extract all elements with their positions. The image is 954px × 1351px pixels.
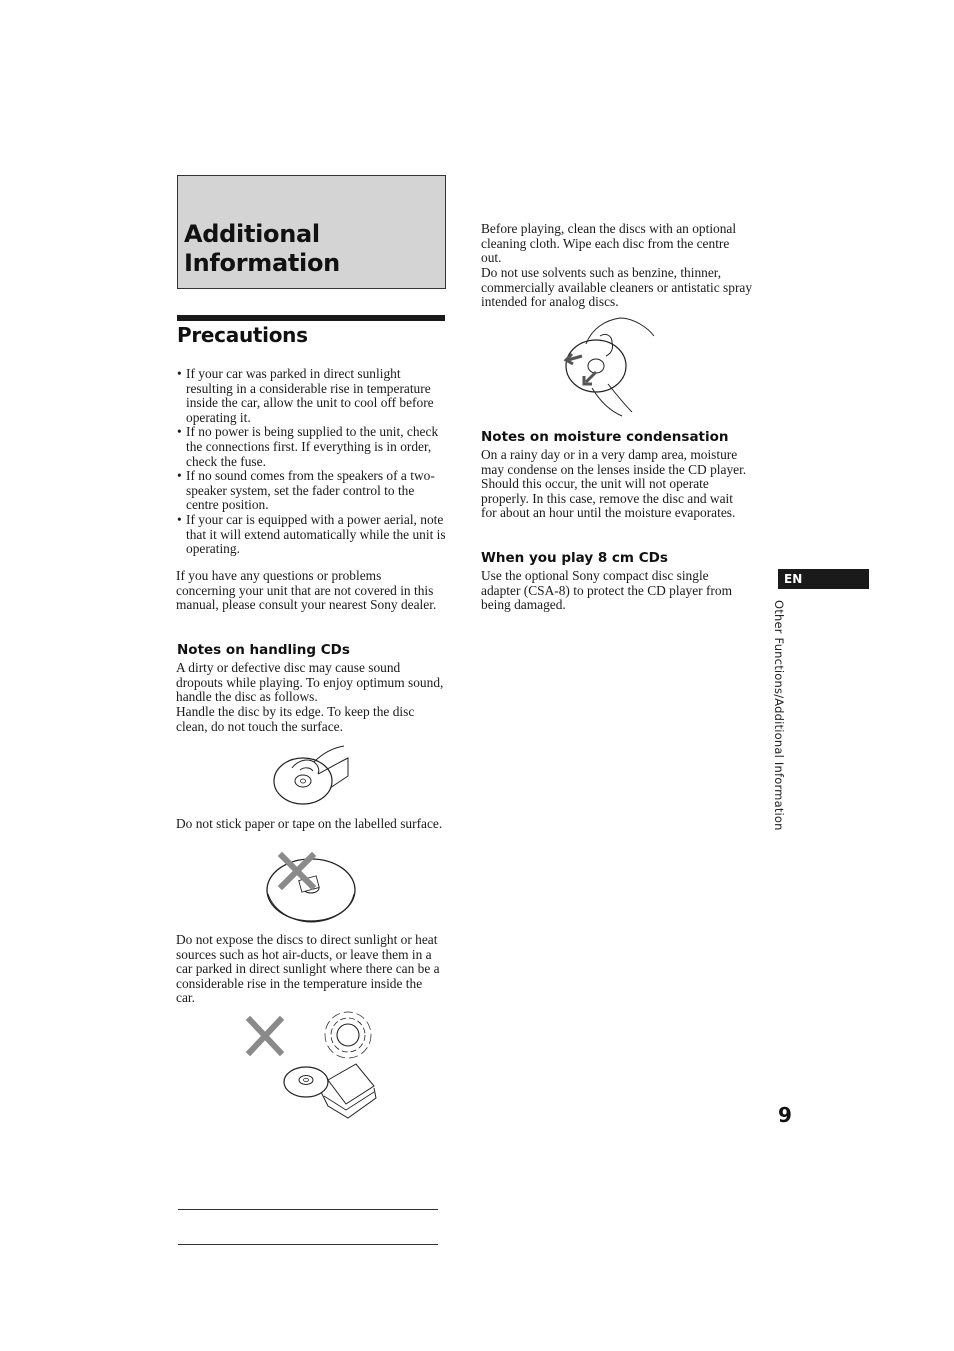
section-header-box [177, 175, 446, 289]
eight-cm-paragraph: Use the optional Sony compact disc single adapter (CSA-8) to protect the CD player from being damaged. [481, 568, 732, 613]
disc-edge-illustration [270, 740, 354, 808]
cleaning-paragraph-1: Before playing, clean the discs with an optional cleaning cloth. Wipe each disc from the centre out. [481, 221, 737, 266]
eight-cm-heading: When you play 8 cm CDs [481, 550, 668, 566]
list-item: • If no power is being supplied to the unit, check the connections first. If everything is in order, check the fuse. [176, 425, 446, 469]
handling-paragraph-1: A dirty or defective disc may cause sound dropouts while playing. To enjoy optimum sound, handle the disc as follows. [176, 660, 444, 705]
page-number: 9 [778, 1103, 792, 1127]
no-sunlight-illustration [244, 1010, 379, 1122]
list-item: • If no sound comes from the speakers of a two-speaker system, set the fader control to the centre position. [176, 469, 446, 513]
heading-rule [177, 315, 445, 321]
list-item: • If your car was parked in direct sunlight resulting in a considerable rise in temperature inside the car, allow the unit to cool off before operating it. [176, 367, 446, 425]
precautions-heading: Precautions [177, 323, 308, 347]
bottom-rule-2 [178, 1244, 438, 1245]
section-title-line-2: Information [184, 249, 340, 277]
precautions-list [176, 367, 446, 557]
language-tab: EN [778, 569, 869, 589]
no-tape-illustration [264, 852, 358, 924]
moisture-paragraph: On a rainy day or in a very damp area, moisture may condense on the lenses inside the CD player. Should this occur, the unit will not operate properly. In this case, remove the disc and wait for about an hour until the moisture evaporates. [481, 447, 747, 521]
moisture-heading: Notes on moisture condensation [481, 429, 729, 445]
handling-heading: Notes on handling CDs [177, 642, 350, 658]
handling-paragraph-3: Do not stick paper or tape on the labelled surface. [176, 816, 443, 831]
wipe-disc-illustration [562, 314, 658, 418]
handling-paragraph-4: Do not expose the discs to direct sunlight or heat sources such as hot air-ducts, or leave them in a car parked in direct sunlight where there can be a considerable rise in the temperature inside the car. [176, 932, 440, 1006]
handling-paragraph-2: Handle the disc by its edge. To keep the disc clean, do not touch the surface. [176, 704, 415, 734]
list-item: • If your car is equipped with a power aerial, note that it will extend automatically while the unit is operating. [176, 513, 446, 557]
questions-paragraph: If you have any questions or problems concerning your unit that are not covered in this manual, please consult your nearest Sony dealer. [176, 568, 437, 613]
cleaning-paragraph-2: Do not use solvents such as benzine, thinner, commercially available cleaners or antistatic spray intended for analog discs. [481, 265, 753, 310]
bottom-rule-1 [178, 1209, 438, 1210]
section-title [184, 220, 340, 278]
section-title-line-1: Additional [184, 220, 320, 248]
section-side-label: Other Functions/Additional Information [772, 600, 786, 831]
